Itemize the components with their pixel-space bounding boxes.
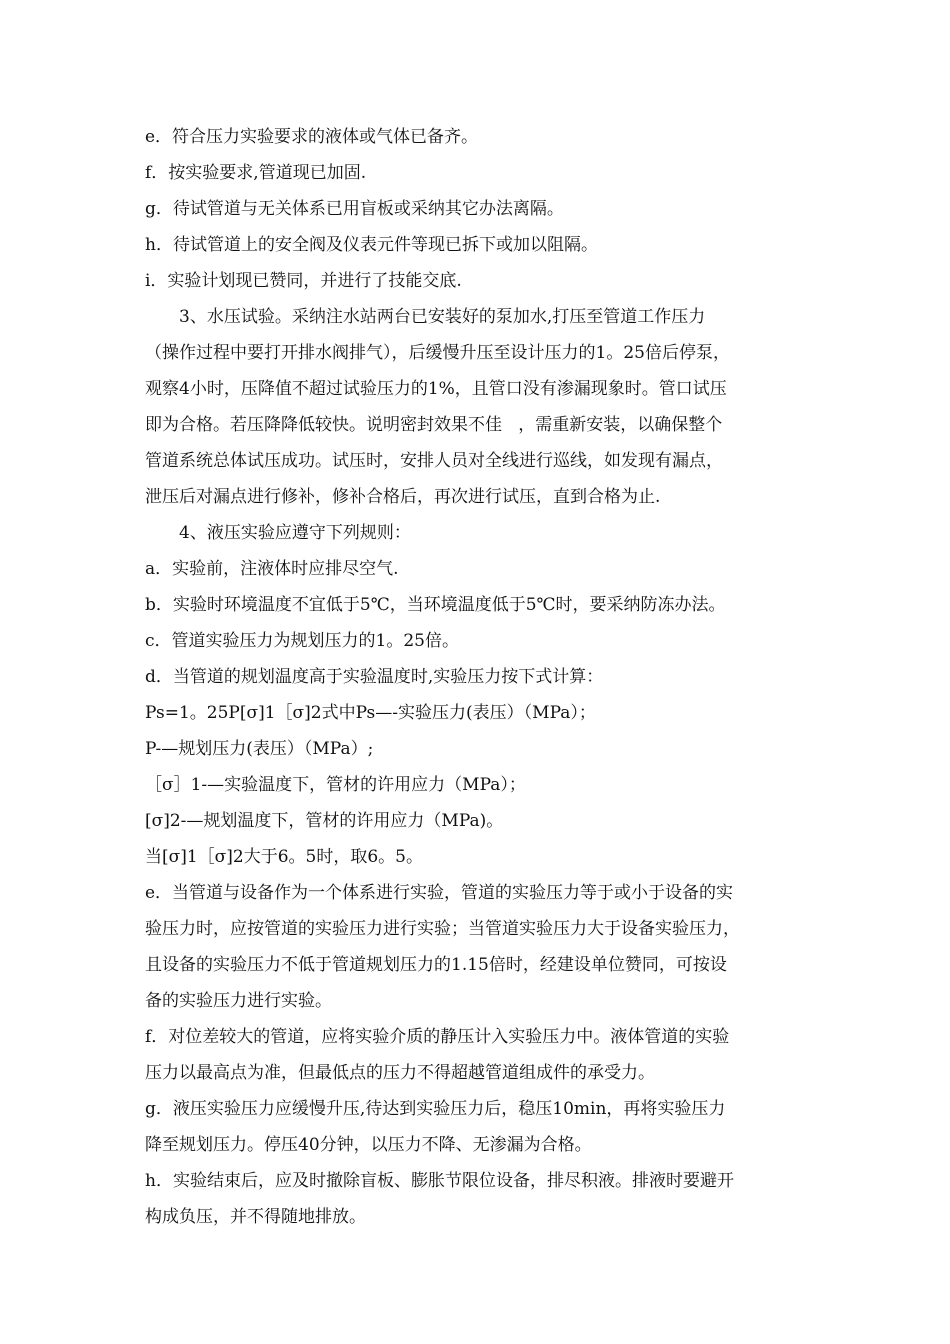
section-heading-water-pressure-test: 3、水压试验。采纳注水站两台已安装好的泵加水,打压至管道工作压力 [179, 307, 706, 327]
paragraph-line: 构成负压，并不得随地排放。 [145, 1207, 366, 1227]
text-line-e-liquid-ready: e．符合压力实验要求的液体或气体已备齐。 [145, 127, 479, 147]
section-heading-hydraulic-test-rules: 4、液压实验应遵守下列规则： [179, 523, 411, 543]
text-line-d-formula-intro: d．当管道的规划温度高于实验温度时,实验压力按下式计算： [145, 667, 604, 687]
text-line-f-pipe-fixed: f．按实验要求,管道现已加固. [145, 163, 367, 183]
paragraph-line: 观察4小时，压降值不超过试验压力的1%，且管口没有渗漏现象时。管口试压 [145, 379, 727, 399]
text-line-b-temperature: b．实验时环境温度不宜低于5℃，当环境温度低于5℃时，要采纳防冻办法。 [145, 595, 726, 615]
formula-line: Ps=1。25P[σ]1［σ]2式中Ps—-实验压力(表压）（MPa）； [145, 703, 596, 723]
paragraph-line: 管道系统总体试压成功。试压时，安排人员对全线进行巡线，如发现有漏点， [145, 451, 723, 471]
paragraph-line: 且设备的实验压力不低于管道规划压力的1.15倍时，经建设单位赞同，可按设 [145, 955, 727, 975]
text-line-g-slow-pressurize: g．液压实验压力应缓慢升压,待达到实验压力后，稳压10min，再将实验压力 [145, 1099, 726, 1119]
formula-definition: 当[σ]1［σ]2大于6。5时，取6。5。 [145, 847, 424, 867]
paragraph-line: 泄压后对漏点进行修补，修补合格后，再次进行试压，直到合格为止. [145, 487, 661, 507]
paragraph-line: 压力以最高点为准，但最低点的压力不得超越管道组成件的承受力。 [145, 1063, 655, 1083]
text-line-c-test-pressure: c．管道实验压力为规划压力的1。25倍。 [145, 631, 459, 651]
text-line-h-safety-valves: h．待试管道上的安全阀及仪表元件等现已拆下或加以阻隔。 [145, 235, 598, 255]
formula-definition: [σ]2-—规划温度下，管材的许用应力（MPa)。 [145, 811, 504, 831]
text-line-i-plan-approved: i．实验计划现已赞同，并进行了技能交底. [145, 271, 462, 291]
paragraph-line: 验压力时，应按管道的实验压力进行实验；当管道实验压力大于设备实验压力， [145, 919, 740, 939]
document-body [145, 119, 810, 1235]
formula-definition: P-—规划压力(表压）（MPa）; [145, 739, 374, 759]
text-line-g-isolation: g．待试管道与无关体系已用盲板或采纳其它办法离隔。 [145, 199, 564, 219]
text-line-e-equipment-test: e．当管道与设备作为一个体系进行实验，管道的实验压力等于或小于设备的实 [145, 883, 734, 903]
paragraph-line: 降至规划压力。停压40分钟，以压力不降、无渗漏为合格。 [145, 1135, 592, 1155]
text-line-a-exhaust-air: a．实验前，注液体时应排尽空气. [145, 559, 399, 579]
paragraph-line: 备的实验压力进行实验。 [145, 991, 332, 1011]
text-line-h-test-end: h．实验结束后，应及时撤除盲板、膨胀节限位设备，排尽积液。排液时要避开 [145, 1171, 734, 1191]
paragraph-line: 即为合格。若压降降低较快。说明密封效果不佳 ，需重新安装，以确保整个 [145, 415, 723, 435]
formula-definition: ［σ］1-—实验温度下，管材的许用应力（MPa）； [145, 775, 526, 795]
text-line-f-static-pressure: f．对位差较大的管道，应将实验介质的静压计入实验压力中。液体管道的实验 [145, 1027, 730, 1047]
paragraph-line: （操作过程中要打开排水阀排气），后缓慢升压至设计压力的1。25倍后停泵， [145, 343, 730, 363]
